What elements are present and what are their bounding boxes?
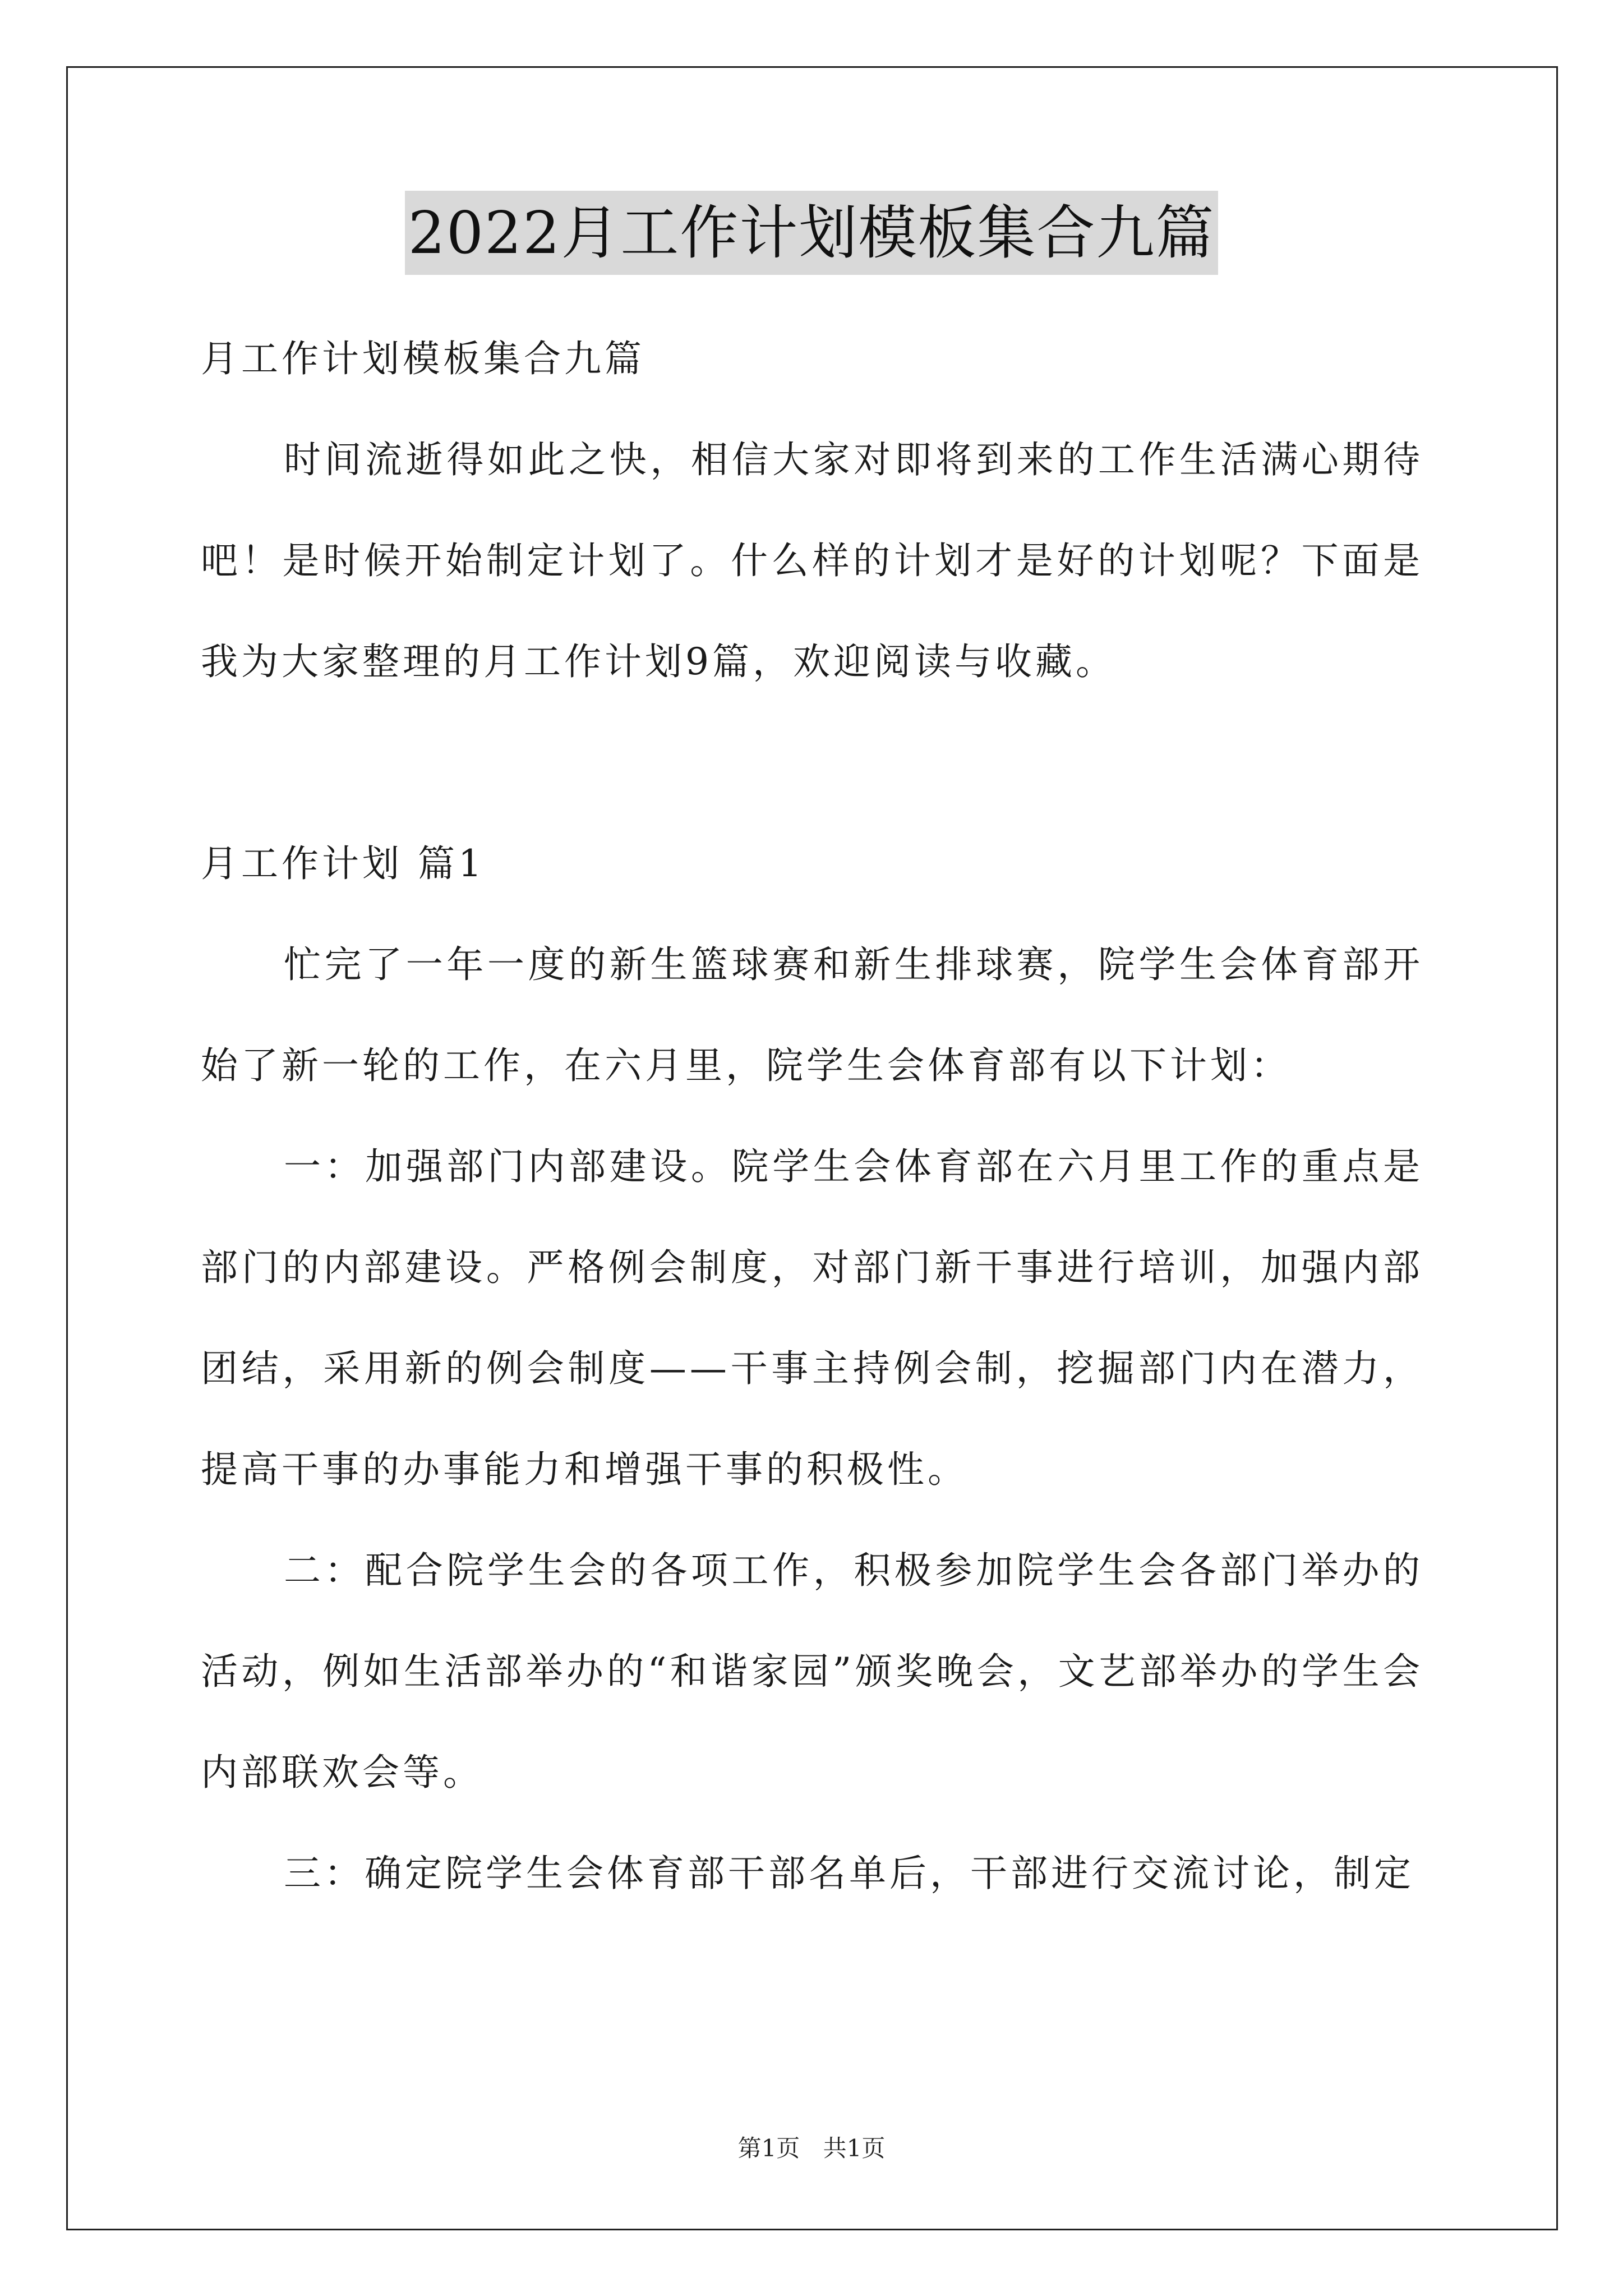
- document-title: 2022月工作计划模板集合九篇: [405, 191, 1219, 275]
- body-paragraph: 三：确定院学生会体育部干部名单后，干部进行交流讨论，制定: [284, 1852, 1414, 1895]
- title-container: [0, 191, 1623, 275]
- page-number: 第1页: [737, 2134, 800, 2162]
- document-body: [201, 309, 1423, 1924]
- page-footer: [0, 2132, 1623, 2165]
- intro-paragraph: 时间流逝得如此之快，相信大家对即将到来的工作生活满心期待吧！是时候开始制定计划了。什么样的计划才是好的计划呢？下面是我为大家整理的月工作计划9篇，欢迎阅读与收藏。: [201, 438, 1423, 683]
- body-paragraph: 忙完了一年一度的新生篮球赛和新生排球赛，院学生会体育部开始了新一轮的工作，在六月里，院学生会体育部有以下计划：: [201, 943, 1423, 1087]
- body-paragraph: 二：配合院学生会的各项工作，积极参加院学生会各部门举办的活动，例如生活部举办的“和谐家园”颁奖晚会，文艺部举办的学生会内部联欢会等。: [201, 1549, 1423, 1794]
- page-total: 共1页: [823, 2134, 886, 2162]
- blank-line: [201, 712, 1423, 813]
- section-heading: 月工作计划 篇1: [201, 842, 485, 885]
- subtitle-heading: 月工作计划模板集合九篇: [201, 337, 645, 380]
- body-paragraph: 一：加强部门内部建设。院学生会体育部在六月里工作的重点是部门的内部建设。严格例会制度，对部门新干事进行培训，加强内部团结，采用新的例会制度——干事主持例会制，挖掘部门内在潜力，提高干事的办事能力和增强干事的积极性。: [201, 1145, 1423, 1491]
